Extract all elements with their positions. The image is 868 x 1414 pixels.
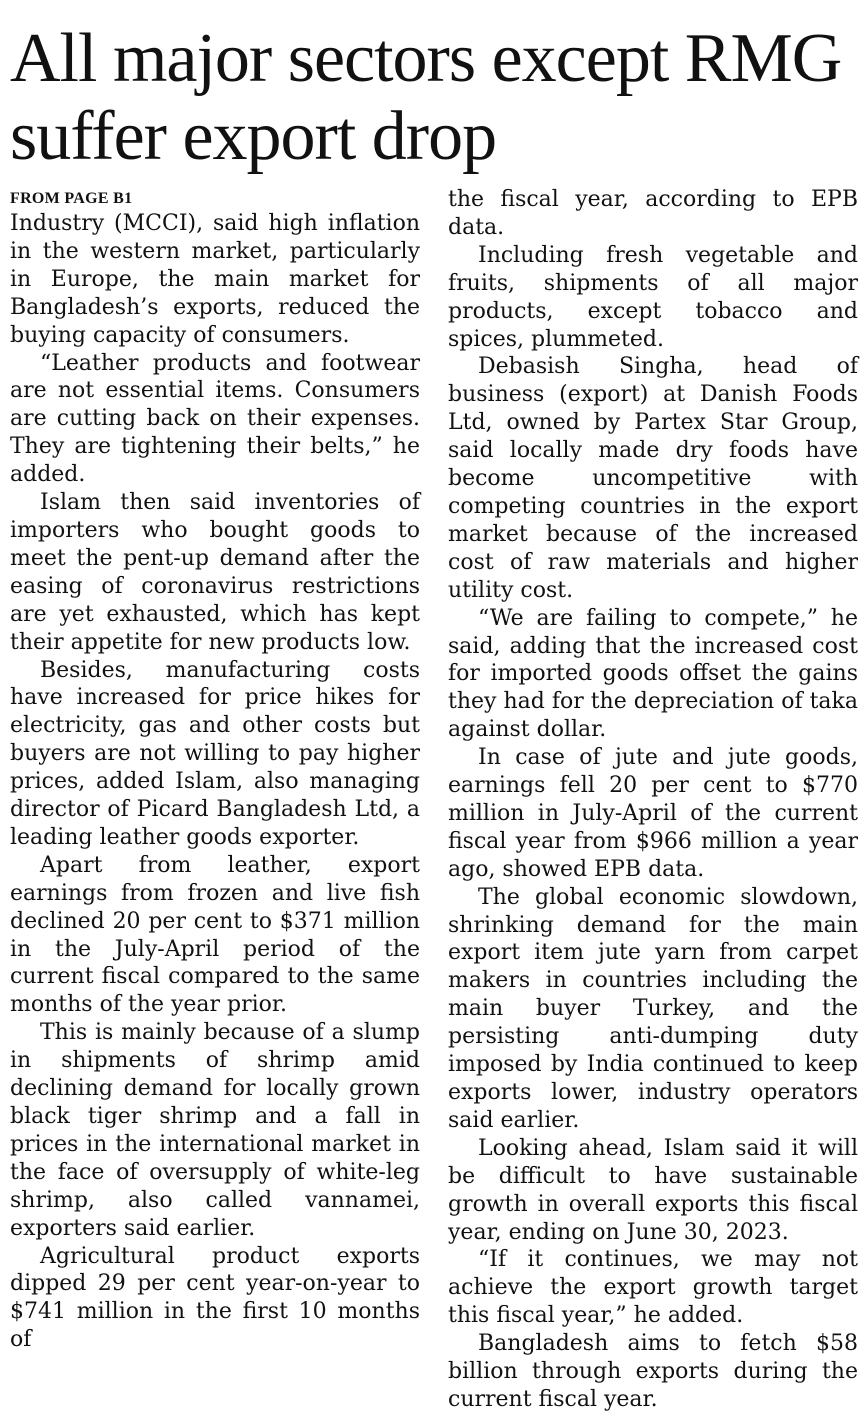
paragraph: “We are failing to compete,” he said, adding that the increased cost for imported goods offset the gains they had for the depreciation of taka against dollar. [448,605,858,743]
paragraph: Industry (MCCI), said high inflation in the western market, particularly in Europe, the main market for Bangladesh’s exports, reduced the buying capacity of consumers. [10,211,420,348]
paragraph: Apart from leather, export earnings from frozen and live fish declined 20 per cent to $371 million in the July-April period of the current fiscal compared to the same months of the year prior. [10,852,420,1018]
paragraph: Debasish Singha, head of business (export) at Danish Foods Ltd, owned by Partex Star Group, said locally made dry foods have become uncompetitive with competing countries in the export market because of the increased cost of raw materials and higher utility cost. [448,354,858,603]
paragraph: the fiscal year, according to EPB data. [448,187,858,240]
headline: All major sectors except RMG suffer export drop [10,20,842,175]
paragraph: “If it continues, we may not achieve the export growth target this fiscal year,” he added. [448,1247,858,1329]
paragraph: “Leather products and footwear are not essential items. Consumers are cutting back on their expenses. They are tightening their belts,” he added. [10,350,420,488]
paragraph: Agricultural product exports dipped 29 per cent year-on-year to $741 million in the first 10 months of [10,1243,420,1353]
column-right [448,186,858,1414]
paragraph: Bangladesh aims to fetch $58 billion through exports during the current fiscal year. [448,1331,858,1412]
paragraph: In case of jute and jute goods, earnings fell 20 per cent to $770 million in July-April of the current fiscal year from $966 million a year ago, showed EPB data. [448,745,858,882]
paragraph: Including fresh vegetable and fruits, shipments of all major products, except tobacco and spices, plummeted. [448,242,858,352]
paragraph: The global economic slowdown, shrinking demand for the main export item jute yarn from carpet makers in countries including the main buyer Turkey, and the persisting anti-dumping duty imposed by India continued to keep exports lower, industry operators said earlier. [448,884,858,1133]
paragraph: Islam then said inventories of importers who bought goods to meet the pent-up demand after the easing of coronavirus restrictions are yet exhausted, which has kept their appetite for new products low. [10,490,420,655]
paragraph: Looking ahead, Islam said it will be difficult to have sustainable growth in overall exports this fiscal year, ending on June 30, 2023. [448,1135,858,1245]
continuation-kicker: FROM PAGE B1 [10,190,133,207]
column-left [10,186,420,1354]
paragraph: This is mainly because of a slump in shipments of shrimp amid declining demand for locally grown black tiger shrimp and a fall in prices in the international market in the face of oversupply of white-leg shrimp, also called vannamei, exporters said earlier. [10,1020,420,1241]
paragraph: Besides, manufacturing costs have increased for price hikes for electricity, gas and other costs but buyers are not willing to pay higher prices, added Islam, also managing director of Picard Bangladesh Ltd, a leading leather goods exporter. [10,657,420,850]
